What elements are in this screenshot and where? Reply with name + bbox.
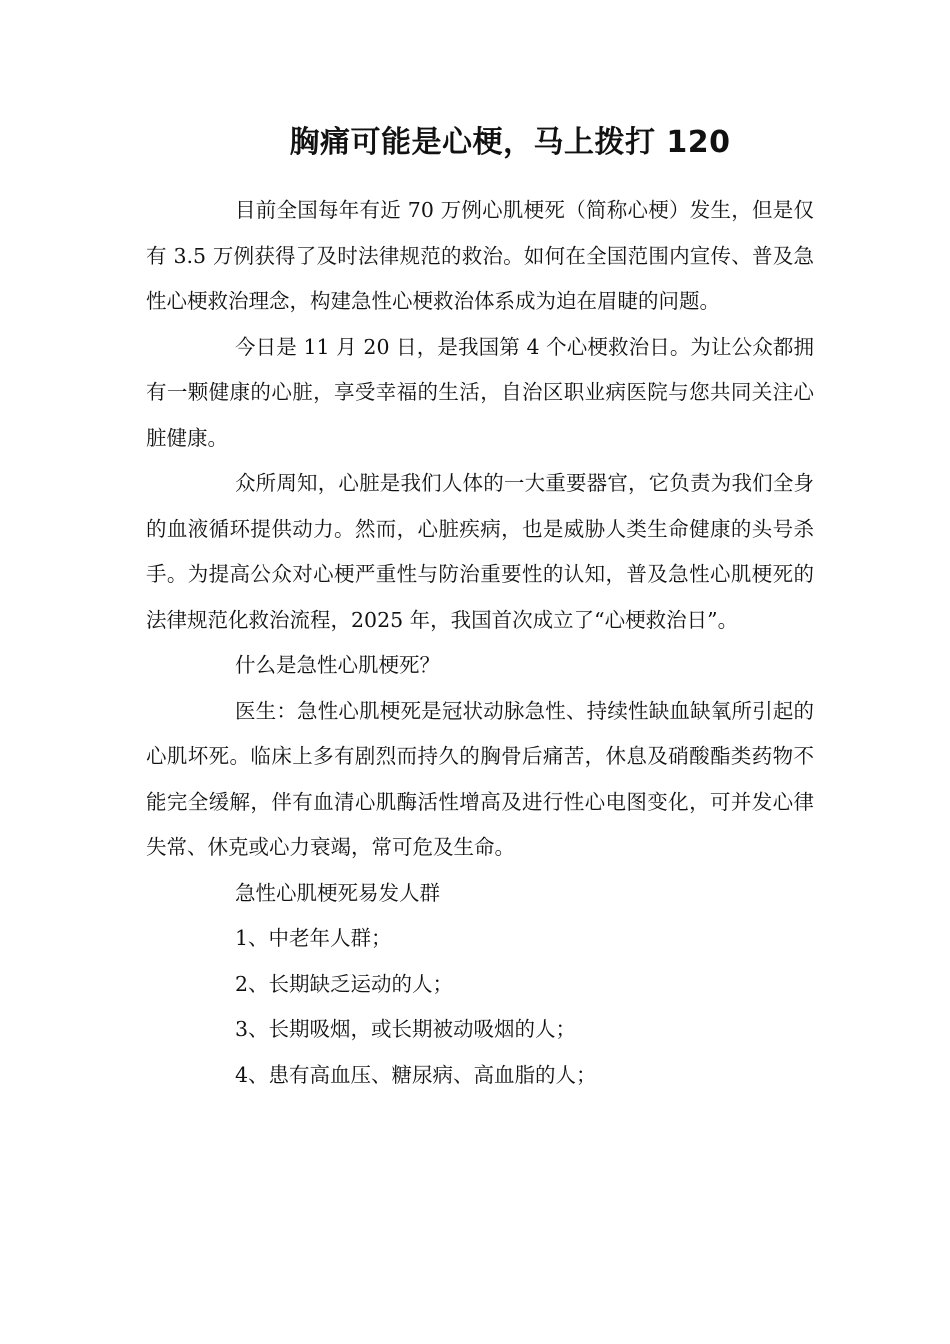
document-body xyxy=(146,188,814,1098)
page-title: 胸痛可能是心梗，马上拨打 120 xyxy=(289,125,731,160)
list-item: 4、患有高血压、糖尿病、高血脂的人； xyxy=(235,1062,597,1087)
paragraph-rescue-day: 今日是 11 月 20 日，是我国第 4 个心梗救治日。为让公众都拥有一颗健康的心脏，享受幸福的生活，自治区职业病医院与您共同关注心脏健康。 xyxy=(146,334,814,450)
paragraph-intro: 目前全国每年有近 70 万例心肌梗死（简称心梗）发生，但是仅有 3.5 万例获得了及时法律规范的救治。如何在全国范围内宣传、普及急性心梗救治理念，构建急性心梗救治体系成为迫在眉睫的问题。 xyxy=(146,198,814,313)
section-heading-what-is: 什么是急性心肌梗死？ xyxy=(235,653,440,677)
list-item: 2、长期缺乏运动的人； xyxy=(235,971,454,996)
section-heading-risk-groups: 急性心肌梗死易发人群 xyxy=(235,880,440,905)
paragraph-heart-importance: 众所周知，心脏是我们人体的一大重要器官，它负责为我们全身的血液循环提供动力。然而，心脏疾病，也是威胁人类生命健康的头号杀手。为提高公众对心梗严重性与防治重要性的认知，普及急性心肌梗死的法律规范化救治流程，2025 年，我国首次成立了“心梗救治日”。 xyxy=(146,471,814,632)
list-item: 1、中老年人群； xyxy=(235,926,392,950)
paragraph-doctor-explanation: 医生：急性心肌梗死是冠状动脉急性、持续性缺血缺氧所引起的心肌坏死。临床上多有剧烈而持久的胸骨后痛苦，休息及硝酸酯类药物不能完全缓解，伴有血清心肌酶活性增高及进行性心电图变化，可并发心律失常、休克或心力衰竭，常可危及生命。 xyxy=(146,698,814,859)
list-item: 3、长期吸烟，或长期被动吸烟的人； xyxy=(235,1017,577,1041)
